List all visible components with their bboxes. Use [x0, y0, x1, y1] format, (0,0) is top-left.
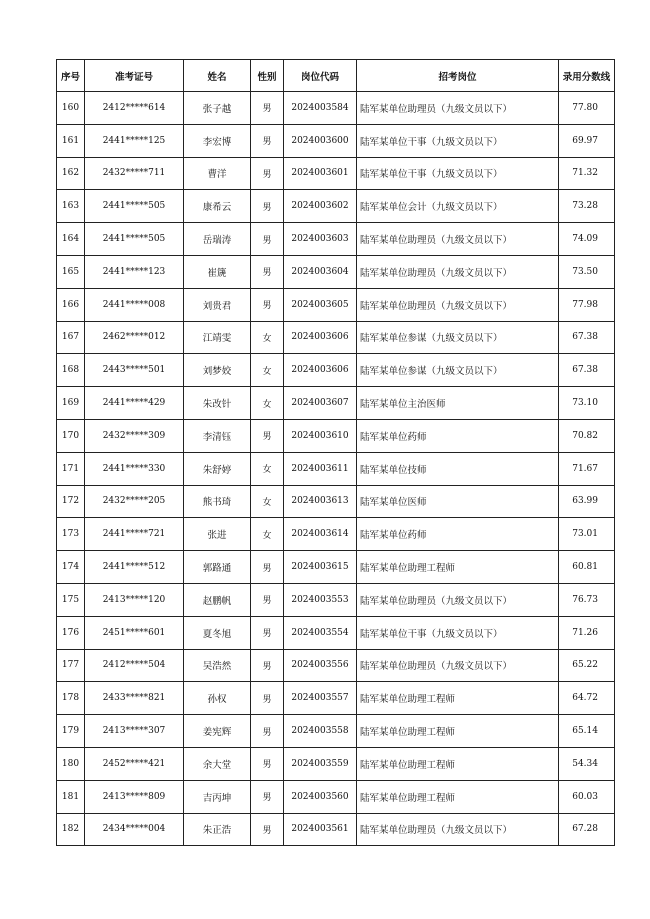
post-title: 陆军某单位主治医师	[357, 387, 559, 420]
candidate-name: 李宏博	[184, 124, 251, 157]
table-row	[57, 419, 615, 452]
gender: 男	[251, 288, 284, 321]
score: 60.03	[559, 780, 615, 813]
post-code: 2024003606	[284, 321, 357, 354]
gender: 男	[251, 255, 284, 288]
post-code: 2024003605	[284, 288, 357, 321]
post-title: 陆军某单位助理员（九级文员以下）	[357, 223, 559, 256]
exam-id: 2412*****614	[85, 92, 184, 125]
gender: 男	[251, 419, 284, 452]
score: 65.14	[559, 715, 615, 748]
post-code: 2024003556	[284, 649, 357, 682]
candidate-name: 曹洋	[184, 157, 251, 190]
gender: 男	[251, 551, 284, 584]
post-code: 2024003558	[284, 715, 357, 748]
score: 63.99	[559, 485, 615, 518]
row-index: 173	[57, 518, 85, 551]
post-title: 陆军某单位药师	[357, 518, 559, 551]
post-code: 2024003614	[284, 518, 357, 551]
table-row	[57, 124, 615, 157]
table-row	[57, 649, 615, 682]
post-title: 陆军某单位助理员（九级文员以下）	[357, 288, 559, 321]
post-code: 2024003613	[284, 485, 357, 518]
row-index: 174	[57, 551, 85, 584]
post-code: 2024003559	[284, 747, 357, 780]
post-title: 陆军某单位医师	[357, 485, 559, 518]
post-code: 2024003557	[284, 682, 357, 715]
gender: 男	[251, 715, 284, 748]
candidate-name: 朱正浩	[184, 813, 251, 846]
row-index: 161	[57, 124, 85, 157]
table-row	[57, 190, 615, 223]
gender: 男	[251, 190, 284, 223]
score: 67.38	[559, 354, 615, 387]
table-row	[57, 452, 615, 485]
post-title: 陆军某单位助理员（九级文员以下）	[357, 649, 559, 682]
post-title: 陆军某单位助理工程师	[357, 715, 559, 748]
exam-id: 2451*****601	[85, 616, 184, 649]
candidate-name: 张子越	[184, 92, 251, 125]
post-code: 2024003602	[284, 190, 357, 223]
candidate-name: 朱改针	[184, 387, 251, 420]
table-row	[57, 92, 615, 125]
row-index: 168	[57, 354, 85, 387]
gender: 男	[251, 92, 284, 125]
row-index: 162	[57, 157, 85, 190]
exam-id: 2452*****421	[85, 747, 184, 780]
gender: 男	[251, 813, 284, 846]
exam-id: 2441*****505	[85, 223, 184, 256]
candidate-name: 夏冬旭	[184, 616, 251, 649]
exam-id: 2441*****125	[85, 124, 184, 157]
table-row	[57, 813, 615, 846]
candidate-name: 李清钰	[184, 419, 251, 452]
exam-id: 2441*****505	[85, 190, 184, 223]
score: 74.09	[559, 223, 615, 256]
post-code: 2024003560	[284, 780, 357, 813]
score: 71.32	[559, 157, 615, 190]
score: 70.82	[559, 419, 615, 452]
gender: 男	[251, 649, 284, 682]
row-index: 181	[57, 780, 85, 813]
gender: 女	[251, 452, 284, 485]
post-code: 2024003610	[284, 419, 357, 452]
post-title: 陆军某单位参谋（九级文员以下）	[357, 354, 559, 387]
table-row	[57, 583, 615, 616]
exam-id: 2441*****330	[85, 452, 184, 485]
gender: 男	[251, 223, 284, 256]
table-row	[57, 518, 615, 551]
row-index: 172	[57, 485, 85, 518]
candidate-name: 孙权	[184, 682, 251, 715]
post-title: 陆军某单位助理员（九级文员以下）	[357, 255, 559, 288]
score: 69.97	[559, 124, 615, 157]
exam-id: 2441*****512	[85, 551, 184, 584]
table-body	[57, 92, 615, 846]
post-title: 陆军某单位助理工程师	[357, 551, 559, 584]
post-code: 2024003603	[284, 223, 357, 256]
table-row	[57, 682, 615, 715]
table-row	[57, 321, 615, 354]
header-exam-id: 准考证号	[85, 60, 184, 92]
post-title: 陆军某单位会计（九级文员以下）	[357, 190, 559, 223]
gender: 男	[251, 747, 284, 780]
header-index: 序号	[57, 60, 85, 92]
post-title: 陆军某单位药师	[357, 419, 559, 452]
row-index: 175	[57, 583, 85, 616]
gender: 男	[251, 124, 284, 157]
exam-id: 2413*****307	[85, 715, 184, 748]
score: 77.80	[559, 92, 615, 125]
table-row	[57, 747, 615, 780]
row-index: 170	[57, 419, 85, 452]
post-title: 陆军某单位助理员（九级文员以下）	[357, 92, 559, 125]
candidate-name: 朱舒婷	[184, 452, 251, 485]
row-index: 166	[57, 288, 85, 321]
score: 54.34	[559, 747, 615, 780]
gender: 女	[251, 518, 284, 551]
candidate-name: 张进	[184, 518, 251, 551]
candidate-name: 刘梦姣	[184, 354, 251, 387]
post-title: 陆军某单位助理员（九级文员以下）	[357, 813, 559, 846]
exam-id: 2413*****809	[85, 780, 184, 813]
gender: 女	[251, 321, 284, 354]
post-title: 陆军某单位助理工程师	[357, 747, 559, 780]
score: 71.67	[559, 452, 615, 485]
score: 77.98	[559, 288, 615, 321]
score: 71.26	[559, 616, 615, 649]
post-title: 陆军某单位干事（九级文员以下）	[357, 616, 559, 649]
candidate-name: 江靖雯	[184, 321, 251, 354]
table-row	[57, 485, 615, 518]
candidate-name: 康希云	[184, 190, 251, 223]
row-index: 163	[57, 190, 85, 223]
gender: 男	[251, 682, 284, 715]
post-title: 陆军某单位参谋（九级文员以下）	[357, 321, 559, 354]
score: 73.28	[559, 190, 615, 223]
row-index: 178	[57, 682, 85, 715]
gender: 男	[251, 583, 284, 616]
exam-id: 2441*****721	[85, 518, 184, 551]
row-index: 176	[57, 616, 85, 649]
candidate-name: 熊书琦	[184, 485, 251, 518]
header-name: 姓名	[184, 60, 251, 92]
post-code: 2024003611	[284, 452, 357, 485]
candidate-name: 岳瑞涛	[184, 223, 251, 256]
exam-id: 2432*****309	[85, 419, 184, 452]
header-score: 录用分数线	[559, 60, 615, 92]
gender: 男	[251, 157, 284, 190]
exam-id: 2441*****008	[85, 288, 184, 321]
candidate-name: 吴浩然	[184, 649, 251, 682]
gender: 女	[251, 485, 284, 518]
gender: 女	[251, 387, 284, 420]
exam-id: 2443*****501	[85, 354, 184, 387]
row-index: 171	[57, 452, 85, 485]
table-row	[57, 616, 615, 649]
row-index: 179	[57, 715, 85, 748]
header-row	[57, 60, 615, 92]
gender: 男	[251, 616, 284, 649]
row-index: 165	[57, 255, 85, 288]
exam-id: 2432*****711	[85, 157, 184, 190]
header-post: 招考岗位	[357, 60, 559, 92]
table-row	[57, 387, 615, 420]
post-code: 2024003600	[284, 124, 357, 157]
score: 73.01	[559, 518, 615, 551]
candidate-name: 吉丙坤	[184, 780, 251, 813]
header-post-code: 岗位代码	[284, 60, 357, 92]
row-index: 169	[57, 387, 85, 420]
post-code: 2024003584	[284, 92, 357, 125]
exam-id: 2434*****004	[85, 813, 184, 846]
row-index: 182	[57, 813, 85, 846]
score: 65.22	[559, 649, 615, 682]
score: 67.28	[559, 813, 615, 846]
gender: 女	[251, 354, 284, 387]
row-index: 160	[57, 92, 85, 125]
table-row	[57, 288, 615, 321]
post-code: 2024003561	[284, 813, 357, 846]
table-row	[57, 223, 615, 256]
exam-id: 2433*****821	[85, 682, 184, 715]
score: 67.38	[559, 321, 615, 354]
header-gender: 性别	[251, 60, 284, 92]
exam-id: 2441*****123	[85, 255, 184, 288]
post-title: 陆军某单位技师	[357, 452, 559, 485]
row-index: 164	[57, 223, 85, 256]
post-title: 陆军某单位干事（九级文员以下）	[357, 124, 559, 157]
table-row	[57, 157, 615, 190]
score: 73.50	[559, 255, 615, 288]
table-row	[57, 551, 615, 584]
row-index: 177	[57, 649, 85, 682]
table-row	[57, 780, 615, 813]
candidate-name: 刘贵君	[184, 288, 251, 321]
gender: 男	[251, 780, 284, 813]
post-code: 2024003601	[284, 157, 357, 190]
post-code: 2024003606	[284, 354, 357, 387]
table-row	[57, 354, 615, 387]
exam-id: 2462*****012	[85, 321, 184, 354]
post-code: 2024003604	[284, 255, 357, 288]
score: 64.72	[559, 682, 615, 715]
score: 73.10	[559, 387, 615, 420]
exam-id: 2432*****205	[85, 485, 184, 518]
post-title: 陆军某单位助理工程师	[357, 682, 559, 715]
post-title: 陆军某单位助理员（九级文员以下）	[357, 583, 559, 616]
row-index: 180	[57, 747, 85, 780]
row-index: 167	[57, 321, 85, 354]
candidate-name: 姜宪辉	[184, 715, 251, 748]
post-code: 2024003607	[284, 387, 357, 420]
exam-id: 2413*****120	[85, 583, 184, 616]
post-code: 2024003553	[284, 583, 357, 616]
candidate-name: 余大堂	[184, 747, 251, 780]
post-code: 2024003615	[284, 551, 357, 584]
table-row	[57, 255, 615, 288]
admission-table	[56, 59, 615, 846]
exam-id: 2412*****504	[85, 649, 184, 682]
table-row	[57, 715, 615, 748]
post-title: 陆军某单位助理工程师	[357, 780, 559, 813]
candidate-name: 崔篪	[184, 255, 251, 288]
post-title: 陆军某单位干事（九级文员以下）	[357, 157, 559, 190]
candidate-name: 赵鹏帆	[184, 583, 251, 616]
candidate-name: 郭路通	[184, 551, 251, 584]
score: 76.73	[559, 583, 615, 616]
post-code: 2024003554	[284, 616, 357, 649]
exam-id: 2441*****429	[85, 387, 184, 420]
score: 60.81	[559, 551, 615, 584]
